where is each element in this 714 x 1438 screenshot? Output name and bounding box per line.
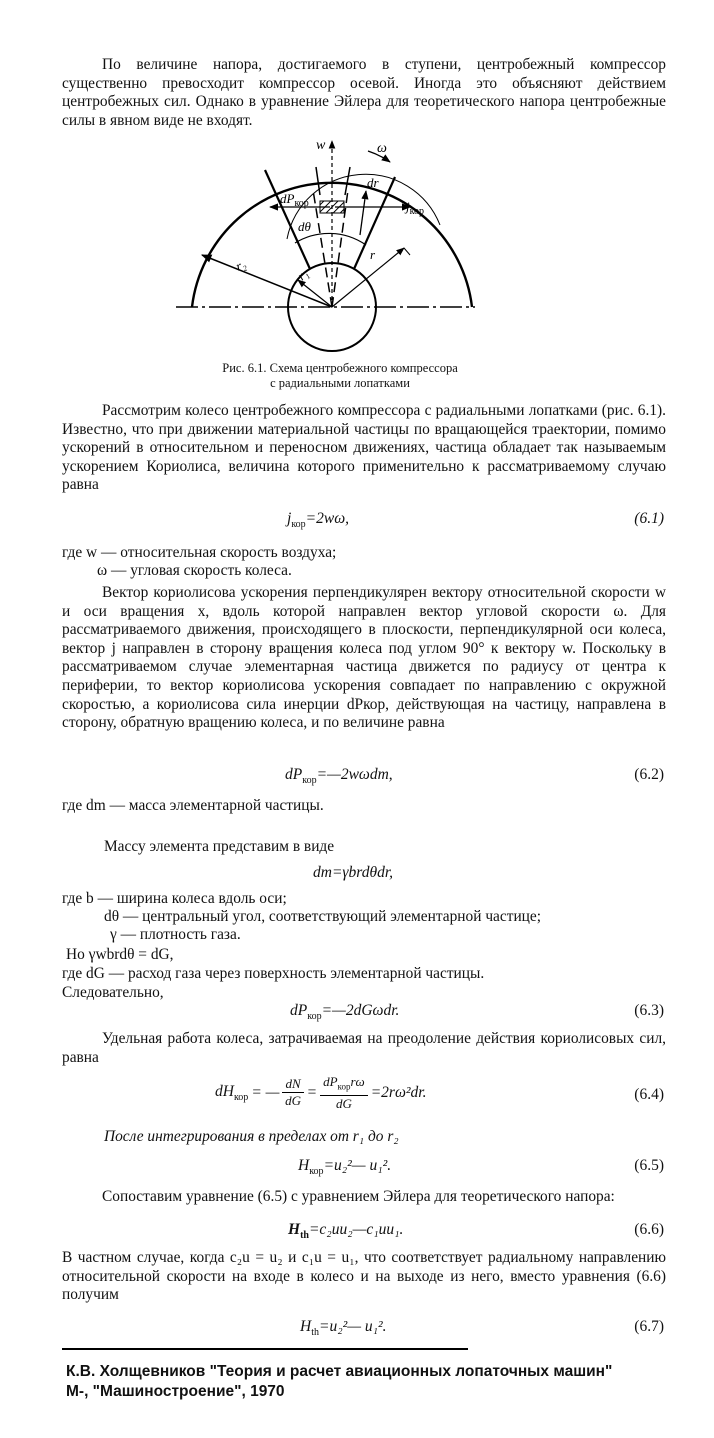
paragraph-coriolis: Рассмотрим колесо центробежного компрессора с радиальными лопатками (рис. 6.1). Известно, что при движении материальной частицы по вращающейся траектории, помимо ускорений в относительном и переносном движениях, частица обладает так называемым ускорением Кориолиса, величина которого применительно к рассматриваемому случаю равна <box>62 402 666 494</box>
label-dp-kor: $dP_{кор}$ <box>280 191 309 209</box>
equation-number-6-1: (6.1) <box>634 510 664 527</box>
definition-gamma: γ — плотность газа. <box>110 926 241 943</box>
equation-6-1: $j_{кор}=2w\omega$, <box>287 510 350 531</box>
equation-6-6: $H_{th}=c_2uu_2—c_1uu_1$. <box>288 1221 404 1242</box>
caption-line-1: Рис. 6.1. Схема центробежного компрессора <box>222 361 458 375</box>
definition-w: где w — относительная скорость воздуха; <box>62 544 337 561</box>
equation-6-2: $dP_{кор}=—2w\omega dm$, <box>285 766 393 787</box>
label-dtheta: dθ <box>298 219 311 234</box>
paragraph-integration: После интегрирования в пределах от r₁ до r₂ <box>104 1128 399 1145</box>
equation-number-6-7: (6.7) <box>634 1318 664 1335</box>
compressor-diagram <box>170 135 510 360</box>
label-w: w <box>316 138 326 153</box>
paragraph-special-case: В частном случае, когда c₂u = u₂ и c₁u = u₁, что соответствует радиальному направлению относительной скорости на входе в колесо и на выходе из него, вместо уравнения (6.6) получим <box>62 1249 666 1304</box>
paragraph-work: Удельная работа колеса, затрачиваемая на преодоление действия кориолисовых сил, равна <box>62 1030 666 1066</box>
label-omega: ω <box>377 141 387 156</box>
definition-omega: ω — угловая скорость колеса. <box>97 562 292 579</box>
equation-number-6-6: (6.6) <box>634 1221 664 1238</box>
hence-text: Следовательно, <box>62 984 164 1001</box>
paragraph-compare: Сопоставим уравнение (6.5) с уравнением Эйлера для теоретического напора: <box>102 1188 615 1205</box>
paragraph-mass: Массу элемента представим в виде <box>104 838 335 855</box>
fraction-dp-dg: $dP_{кор}r\omega$ dG <box>320 1074 368 1112</box>
label-r2: r₂ <box>233 256 249 274</box>
footer-divider <box>62 1348 468 1350</box>
source-citation <box>66 1362 612 1402</box>
label-r1: r₁ <box>294 265 312 284</box>
equation-mass: dm=γbrdθdr, <box>313 864 394 881</box>
equation-6-7: $H_{th}=u_2^2—$ u₁². <box>300 1318 387 1339</box>
intro-paragraph: По величине напора, достигаемого в ступени, центробежный компрессор существенно превосходит компрессор осевой. Иногда это объясняют действием центробежных сил. Однако в уравнение Эйлера для теоретического напора центробежные силы в явном виде не входят. <box>62 56 666 129</box>
equation-number-6-2: (6.2) <box>634 766 664 783</box>
equation-6-4: $dH_{кор}$ = — $\frac{dN}{dG}$ = $dP_{кор}r\omega$ dG =2rω²dr. <box>215 1074 427 1111</box>
definition-b: где b — ширина колеса вдоль оси; <box>62 890 287 907</box>
citation-line-2: М-, "Машиностроение", 1970 <box>66 1383 285 1400</box>
paragraph-vector: Вектор кориолисова ускорения перпендикулярен вектору относительной скорости w и оси вращения x, вдоль которой направлен вектор угловой скорости ω. Для рассматриваемого движения, происходящего в плоскости, перпендикулярной оси колеса, вектор j направлен в сторону вращения колеса под углом 90° к вектору w. Поскольку в рассматриваемом случае элементарная частица движется по радиусу от центра к периферии, то вектор кориолисова ускорения совпадает по направлению с окружной скоростью, а кориолисова сила инерции dPкор, действующая на частицу, направлена в сторону, обратную вращению колеса, и по величине равна <box>62 584 666 732</box>
equation-6-5: $H_{кор}=u_2^2—$ u₁². <box>298 1157 392 1178</box>
definition-dm: где dm — масса элементарной частицы. <box>62 797 324 814</box>
equation-6-3: $dP_{кор}=—2dG\omega dr$. <box>290 1002 400 1023</box>
figure-caption <box>170 361 510 391</box>
equation-number-6-5: (6.5) <box>634 1157 664 1174</box>
relation-dg: Но γwbrdθ = dG, <box>66 946 174 963</box>
definition-dtheta: dθ — центральный угол, соответствующий элементарной частице; <box>104 908 542 925</box>
label-j-kor: $j_{кор}$ <box>406 199 424 217</box>
definition-dg: где dG — расход газа через поверхность элементарной частицы. <box>62 965 485 982</box>
caption-line-2: с радиальными лопатками <box>270 376 410 390</box>
label-dr: dr <box>367 175 379 190</box>
citation-line-1: К.В. Холщевников "Теория и расчет авиационных лопаточных машин" <box>66 1363 613 1380</box>
equation-number-6-4: (6.4) <box>634 1086 664 1103</box>
equation-number-6-3: (6.3) <box>634 1002 664 1019</box>
label-r: r <box>370 247 376 262</box>
fraction-dn-dg: $\frac{dN}{dG}$ <box>282 1076 303 1109</box>
